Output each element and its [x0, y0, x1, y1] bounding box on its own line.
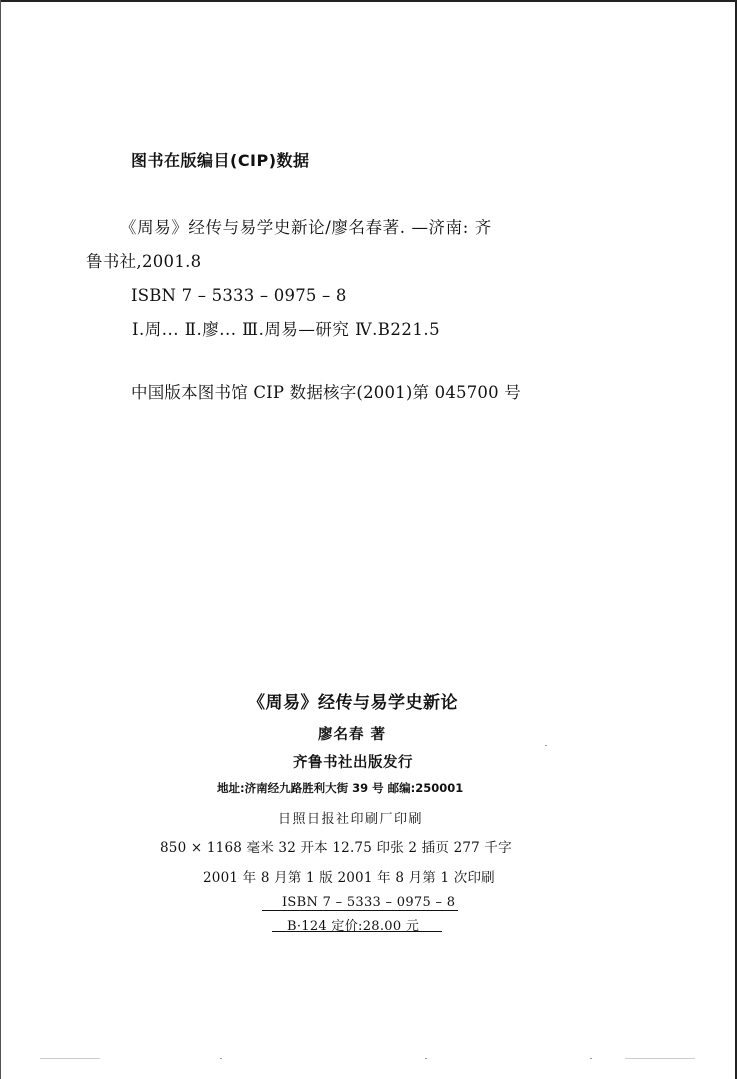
- colophon-publisher: 齐鲁书社出版发行: [293, 755, 413, 771]
- cip-record-number: 中国版本图书馆 CIP 数据核字(2001)第 045700 号: [131, 383, 521, 402]
- scan-speck: [40, 1058, 100, 1059]
- cip-title-line-1: 《周易》经传与易学史新论/廖名春著. —济南: 齐: [120, 218, 492, 237]
- colophon-book-title: 《周易》经传与易学史新论: [248, 693, 458, 713]
- colophon-edition: 2001 年 8 月第 1 版 2001 年 8 月第 1 次印刷: [203, 870, 495, 886]
- scan-speck: [220, 1058, 222, 1059]
- scan-speck: [625, 1058, 695, 1059]
- scan-speck: [425, 1058, 427, 1059]
- colophon-printer: 日照日报社印刷厂印刷: [278, 812, 424, 827]
- colophon-isbn: ISBN 7 – 5333 – 0975 – 8: [282, 895, 456, 910]
- price-rule-top: [262, 910, 458, 911]
- colophon-address: 地址:济南经九路胜利大街 39 号 邮编:250001: [217, 781, 464, 795]
- cip-index-terms: Ⅰ.周... Ⅱ.廖... Ⅲ.周易—研究 Ⅳ.B221.5: [132, 320, 441, 339]
- scan-speck: [545, 745, 547, 746]
- cip-isbn: ISBN 7 – 5333 – 0975 – 8: [131, 286, 347, 305]
- scan-speck: [590, 1058, 592, 1059]
- colophon-price: B·124 定价:28.00 元: [287, 919, 420, 934]
- cip-heading: 图书在版编目(CIP)数据: [131, 151, 310, 170]
- colophon-author: 廖名春 著: [318, 727, 387, 743]
- colophon-specs: 850 × 1168 毫米 32 开本 12.75 印张 2 插页 277 千字: [160, 840, 512, 856]
- cip-title-line-2: 鲁书社,2001.8: [86, 252, 202, 271]
